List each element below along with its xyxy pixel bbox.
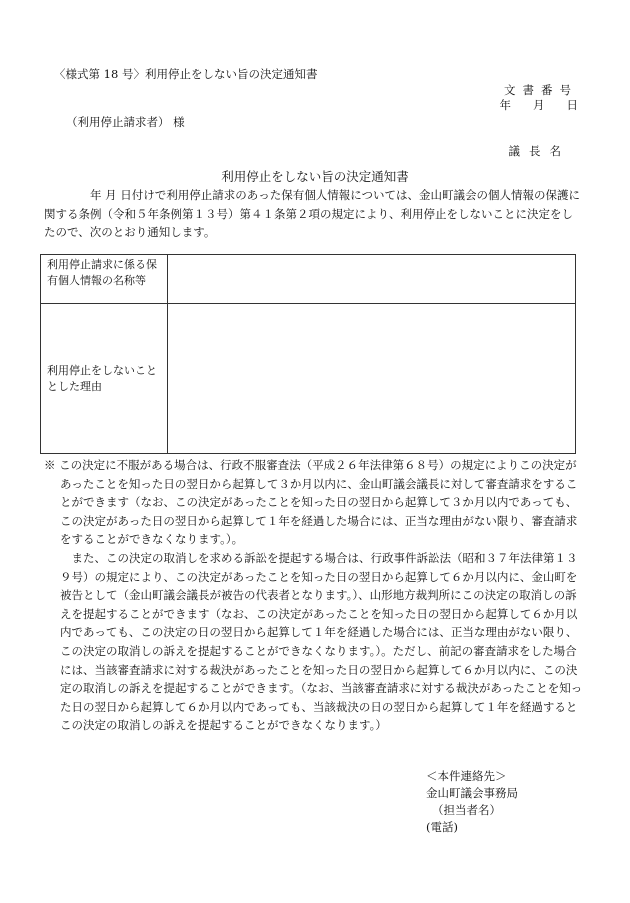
date-day-label: 日 [566,98,578,112]
contact-block [426,768,518,836]
note-appeal: ※ この決定に不服がある場合は、行政不服審査法（平成２６年法律第６８号）の規定によりこの決定があったことを知った日の翌日から起算して３か月以内に、金山町議会議長に対して審査請求をすることができます（なお、この決定があったことを知った日の翌日から起算して３か月以内であっても、この決定があった日の翌日から起算して１年を経過した場合には、正当な理由がない限り、審査請求をすることができなくなります。）。 [44,458,578,547]
chair-name-label: 議長名 [508,144,570,158]
table-row [41,255,576,304]
body-text: 年 月 日付けで利用停止請求のあった保有個人情報については、金山町議会の個人情報の保護に関する条例（令和５年条例第１３号）第４１条第２項の規定により、利用停止をしないことに決定をしたので、次のとおり通知します。 [44,188,580,239]
contact-office: 金山町議会事務局 [426,786,518,800]
document-number-label: 文書番号 [504,83,578,97]
form-label: 利用停止をしない旨の決定通知書 [145,67,318,81]
contact-phone: (電話) [426,820,458,834]
contact-heading: ＜本件連絡先＞ [426,769,507,783]
body-paragraph [44,186,584,242]
info-table [40,254,576,454]
requester-addressee: （利用停止請求者） 様 [66,115,185,129]
contact-person: （担当者名） [432,803,501,817]
document-title: 利用停止をしない旨の決定通知書 [221,169,409,184]
row1-label: 利用停止請求に係る保有個人情報の名称等 [41,255,168,304]
form-number: 〈様式第 18 号〉 [54,67,145,81]
date-year-label: 年 [499,98,511,112]
row2-value [168,304,576,454]
table-row [41,304,576,454]
row1-value [168,255,576,304]
date-month-label: 月 [533,98,545,112]
notes-section [44,456,584,735]
row2-label: 利用停止をしないこととした理由 [41,304,168,454]
note-lawsuit: また、この決定の取消しを求める訴訟を提起する場合は、行政事件訴訟法（昭和３７年法律第１３９号）の規定により、この決定があったことを知った日の翌日から起算して６か月以内に、金山町を被告として（金山町議会議長が被告の代表者となります。）、山形地方裁判所にこの決定の取消しの訴えを提起することができます（なお、この決定があったことを知った日の翌日から起算して６か月以内であっても、この決定の日の翌日から起算して１年を経過した場合には、正当な理由がない限り、この決定の取消しの訴えを提起することができなくなります。）。ただし、前記の審査請求をした場合には、当該審査請求に対する裁決があったことを知った日の翌日から起算して６か月以内に、この決定の取消しの訴えを提起することができます。（なお、当該審査請求に対する裁決があったことを知った日の翌日から起算して６か月以内であっても、当該裁決の日の翌日から起算して１年を経過するとこの決定の取消しの訴えを提起することができなくなります。） [60,550,583,733]
date-line [500,97,579,113]
